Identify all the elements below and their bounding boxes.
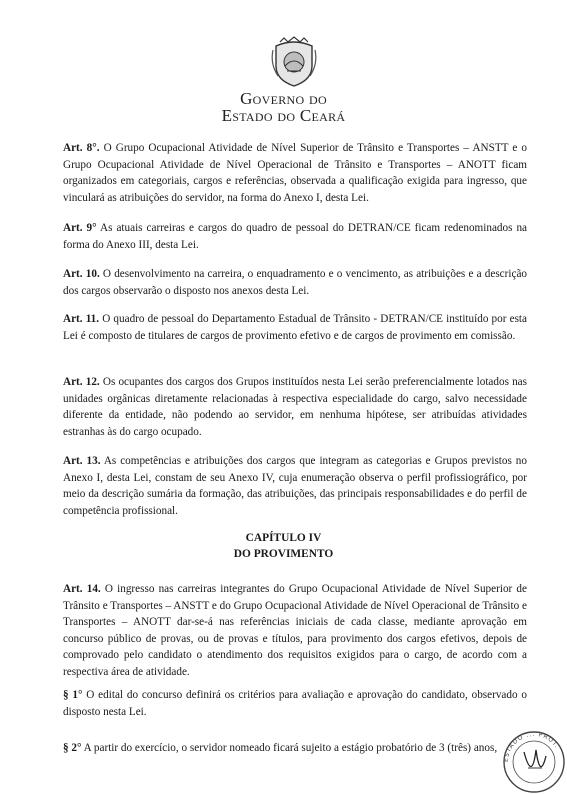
header-line-1: Governo do <box>240 89 327 108</box>
article-label: Art. 14. <box>63 583 101 595</box>
header-line-2: Estado do Ceará <box>221 106 346 125</box>
paragraph-label: § 2° <box>63 742 82 754</box>
article-text: O quadro de pessoal do Departamento Estadual de Trânsito - DETRAN/CE instituído por esta Lei é composto de titulares de cargos de provimento efetivo e de cargos de provimento em comissão. <box>63 313 527 342</box>
article-9 <box>63 220 527 253</box>
stamp-text: ESTADO ... PROT. <box>502 730 561 763</box>
article-text: As competências e atribuições dos cargos que integram as categorias e Grupos previstos no Anexo I, desta Lei, constam de seu Anexo IV, cuja enumeração observa o perfil profissiográfico, por meio da descrição sumária da formação, das atribuições, das principais responsabilidades e do perfil de competência profissional. <box>63 455 527 517</box>
article-14 <box>63 581 527 681</box>
article-10 <box>63 266 527 299</box>
svg-text:ESTADO ... PROT. <box>503 731 561 762</box>
state-coat-of-arms-icon <box>268 36 320 88</box>
chapter-number: CAPÍTULO IV <box>245 532 322 544</box>
paragraph-2 <box>63 740 509 757</box>
article-text: O ingresso nas carreiras integrantes do Grupo Ocupacional Atividade de Nível Superior de Trânsito e Transportes – ANSTT e do Grupo Ocupacional Atividade de Nível Operacional de Trânsito e Transportes – ANOTT dar-se-á nas referências iniciais de cada classe, mediante aprovação em concurso público de provas, ou de provas e títulos, para provimento dos cargos efetivos, depois de comprovado pelo candidato o atendimento dos requisitos exigidos para o cargo, de acordo com a respectiva área de atividade. <box>63 583 527 678</box>
article-text: O desenvolvimento na carreira, o enquadramento e o vencimento, as atribuições e a descrição dos cargos observarão o disposto nos anexos desta Lei. <box>63 268 528 297</box>
article-label: Art. 8°. <box>63 142 100 154</box>
chapter-title: DO PROVIMENTO <box>233 548 334 560</box>
article-label: Art. 12. <box>63 376 100 388</box>
paragraph-text: O edital do concurso definirá os critérios para avaliação e aprovação do candidato, observado o disposto nesta Lei. <box>63 689 527 718</box>
article-text: O Grupo Ocupacional Atividade de Nível Superior de Trânsito e Transportes – ANSTT e o Grupo Ocupacional Atividade de Nível Operacional de Trânsito e Transportes – ANOTT ficam organizados em categoriais, cargos e referências, observada a qualificação exigida para ingresso, que vinculará as atribuições do servidor, na forma do Anexo I, desta Lei. <box>63 142 528 204</box>
paragraph-1 <box>63 687 527 720</box>
article-11 <box>63 311 527 344</box>
paragraph-text: A partir do exercício, o servidor nomeado ficará sujeito a estágio probatório de 3 (três) anos, <box>81 742 498 754</box>
article-label: Art. 9° <box>63 222 97 234</box>
official-stamp-signature-icon <box>494 722 567 794</box>
paragraph-label: § 1° <box>63 689 83 701</box>
article-8 <box>63 140 527 206</box>
article-label: Art. 10. <box>63 268 100 280</box>
article-13 <box>63 453 527 519</box>
article-label: Art. 13. <box>63 455 101 467</box>
article-label: Art. 11. <box>63 313 100 325</box>
article-text: As atuais carreiras e cargos do quadro de pessoal do DETRAN/CE ficam redenominados na forma do Anexo III, desta Lei. <box>63 222 528 251</box>
article-12 <box>63 374 527 440</box>
article-text: Os ocupantes dos cargos dos Grupos instituídos nesta Lei serão preferencialmente lotados nas unidades orgânicas diretamente relacionadas à respectiva especialidade do cargo, salvo necessidade diferente da entidade, não podendo ao servidor, em nenhuma hipótese, ser atribuídas atividades estranhas às do cargo ocupado. <box>63 376 528 438</box>
